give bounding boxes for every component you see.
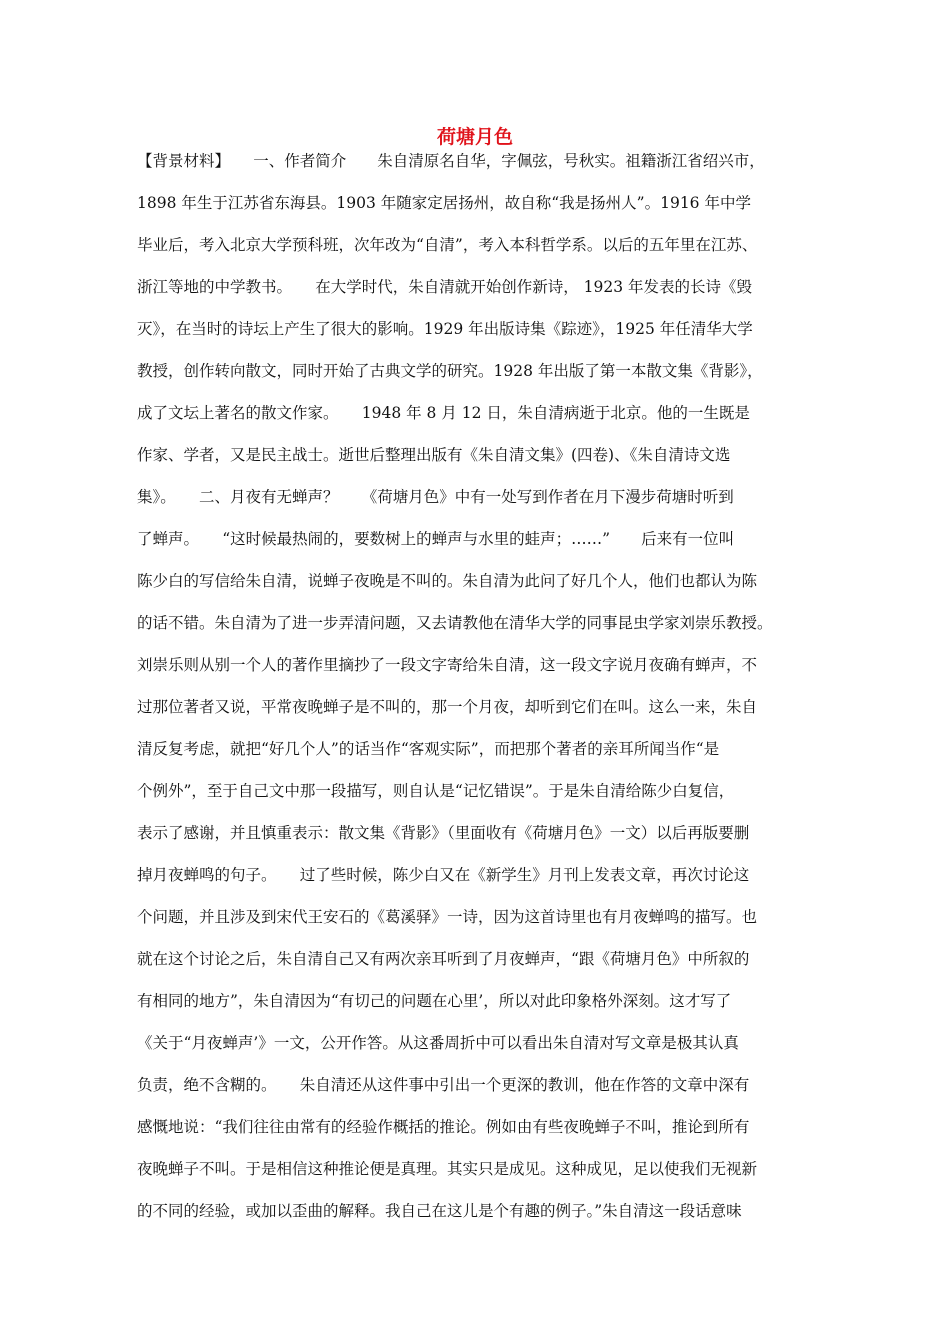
body-line: 表示了感谢，并且慎重表示：散文集《背影》（里面收有《荷塘月色》一文）以后再版要删 (137, 824, 750, 842)
body-line: 负责，绝不含糊的。 朱自清还从这件事中引出一个更深的教训，他在作答的文章中深有 (137, 1076, 750, 1094)
body-line: 1898 年生于江苏省东海县。1903 年随家定居扬州，故自称“我是扬州人”。1916 年中学 (137, 194, 751, 212)
body-line: 灭》，在当时的诗坛上产生了很大的影响。1929 年出版诗集《踪迹》，1925 年任清华大学 (137, 320, 753, 338)
body-line: 个问题，并且涉及到宋代王安石的《葛溪驿》一诗，因为这首诗里也有月夜蝉鸣的描写。也 (137, 908, 758, 926)
body-line: 有相同的地方”，朱自清因为“有切己的问题在心里’，所以对此印象格外深刻。这才写了 (137, 992, 732, 1010)
body-line: 集》。 二、月夜有无蝉声？ 《荷塘月色》中有一处写到作者在月下漫步荷塘时听到 (137, 488, 734, 506)
body-line: 清反复考虑，就把“好几个人”的话当作“客观实际”，而把那个著者的亲耳所闻当作“是 (137, 740, 720, 758)
body-line: 就在这个讨论之后，朱自清自己又有两次亲耳听到了月夜蝉声，“跟《荷塘月色》中所叙的 (137, 950, 750, 968)
body-line: 《关于“月夜蝉声’》一文，公开作答。从这番周折中可以看出朱自清对写文章是极其认真 (137, 1034, 739, 1052)
body-line: 陈少白的写信给朱自清，说蝉子夜晚是不叫的。朱自清为此问了好几个人，他们也都认为陈 (137, 572, 758, 590)
body-line: 过那位著者又说，平常夜晚蝉子是不叫的，那一个月夜，却听到它们在叫。这么一来，朱自 (137, 698, 758, 716)
body-line: 刘崇乐则从别一个人的著作里摘抄了一段文字寄给朱自清，这一段文字说月夜确有蝉声，不 (137, 656, 758, 674)
page-title: 荷塘月色 (436, 126, 513, 148)
body-line: 感慨地说：“我们往往由常有的经验作概括的推论。例如由有些夜晚蝉子不叫，推论到所有 (137, 1118, 750, 1136)
body-line: 毕业后，考入北京大学预科班，次年改为“自清”，考入本科哲学系。以后的五年里在江苏、 (137, 236, 758, 254)
body-line: 成了文坛上著名的散文作家。 1948 年 8 月 12 日，朱自清病逝于北京。他的一生既是 (137, 404, 750, 422)
body-line: 了蝉声。 “这时候最热闹的，要数树上的蝉声与水里的蛙声；……” 后来有一位叫 (137, 530, 735, 548)
body-line: 的话不错。朱自清为了进一步弄清问题，又去请教他在清华大学的同事昆虫学家刘崇乐教授。 (137, 614, 773, 632)
body-line: 【背景材料】 一、作者简介 朱自清原名自华，字佩弦，号秋实。祖籍浙江省绍兴市， (137, 152, 765, 170)
body-line: 作家、学者，又是民主战士。逝世后整理出版有《朱自清文集》(四卷)、《朱自清诗文选 (137, 446, 731, 464)
body-line: 浙江等地的中学教书。 在大学时代，朱自清就开始创作新诗， 1923 年发表的长诗《毁 (137, 278, 753, 296)
body-line: 掉月夜蝉鸣的句子。 过了些时候，陈少白又在《新学生》月刊上发表文章，再次讨论这 (137, 866, 750, 884)
body-line: 夜晚蝉子不叫。于是相信这种推论便是真理。其实只是成见。这种成见，足以使我们无视新 (137, 1160, 758, 1178)
body-line: 的不同的经验，或加以歪曲的解释。我自己在这儿是个有趣的例子。”朱自清这一段话意味 (137, 1202, 742, 1220)
body-line: 教授，创作转向散文，同时开始了古典文学的研究。1928 年出版了第一本散文集《背影》， (137, 362, 763, 380)
body-line: 个例外”，至于自己文中那一段描写，则自认是“记忆错误”。于是朱自清给陈少白复信， (137, 782, 735, 800)
